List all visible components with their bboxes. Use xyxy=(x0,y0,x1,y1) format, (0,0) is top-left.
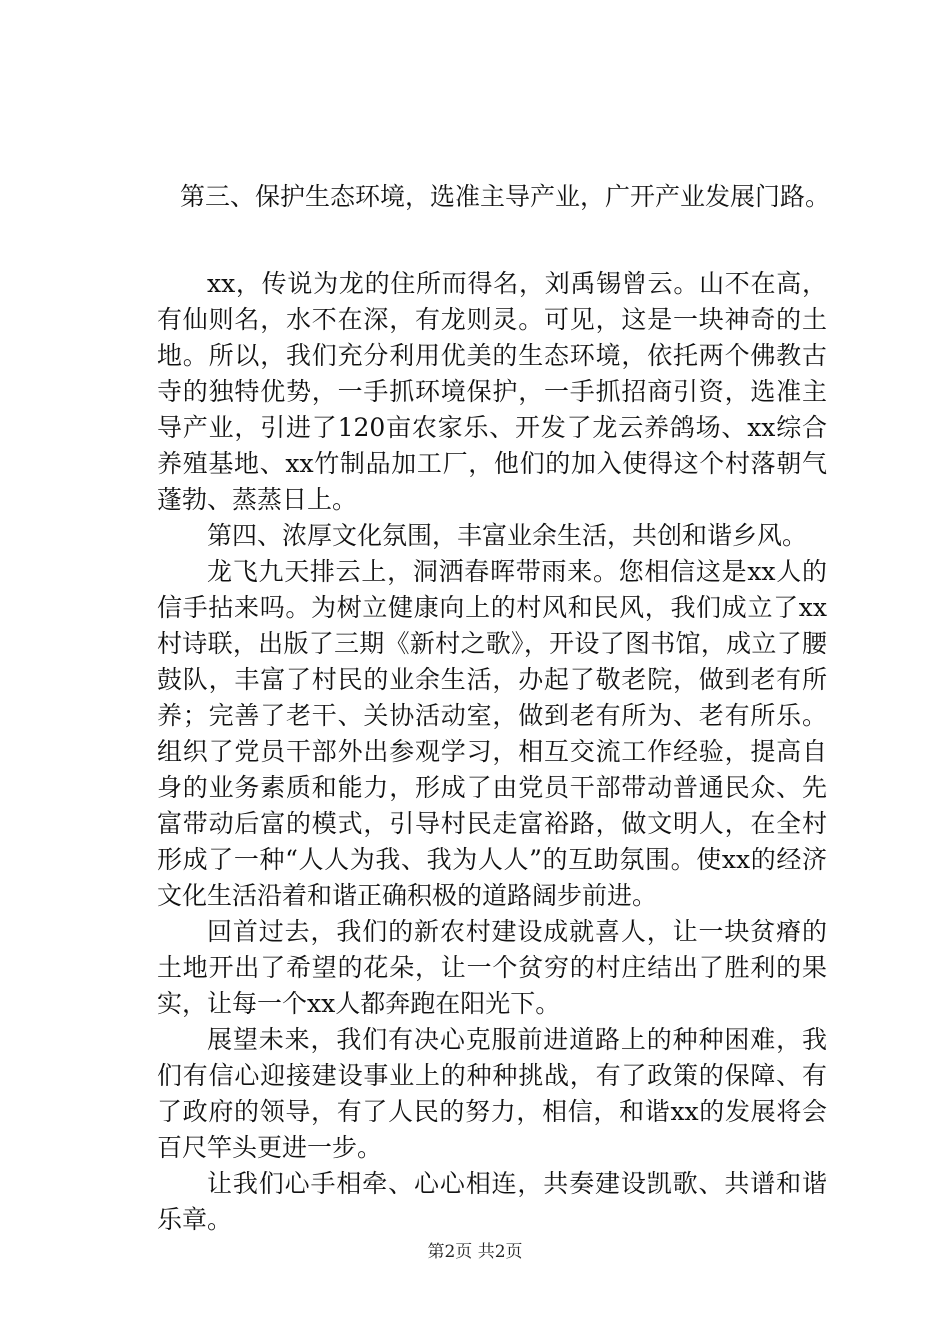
page-number-footer: 第2页 共2页 xyxy=(427,1242,523,1262)
paragraph: 展望未来，我们有决心克服前进道路上的种种困难，我们有信心迎接建设事业上的种种挑战，有了政策的保障、有了政府的领导，有了人民的努力，相信，和谐xx的发展将会百尺竿头更进一步。 xyxy=(157,1025,827,1162)
paragraph: xx，传说为龙的住所而得名，刘禹锡曾云。山不在高，有仙则名，水不在深，有龙则灵。可见，这是一块神奇的土地。所以，我们充分利用优美的生态环境，依托两个佛教古寺的独特优势，一手抓环境保护，一手抓招商引资，选准主导产业，引进了120亩农家乐、开发了龙云养鸽场、xx综合养殖基地、xx竹制品加工厂，他们的加入使得这个村落朝气蓬勃、蒸蒸日上。 xyxy=(157,269,827,514)
paragraph: 第四、浓厚文化氛围，丰富业余生活，共创和谐乡风。 xyxy=(207,521,808,550)
paragraph: 回首过去，我们的新农村建设成就喜人，让一块贫瘠的土地开出了希望的花朵，让一个贫穷的村庄结出了胜利的果实，让每一个xx人都奔跑在阳光下。 xyxy=(157,917,827,1018)
document-body xyxy=(157,266,827,1238)
section-heading: 第三、保护生态环境，选准主导产业，广开产业发展门路。 xyxy=(180,182,831,211)
paragraph: 龙飞九天排云上，洞洒春晖带雨来。您相信这是xx人的信手拈来吗。为树立健康向上的村风和民风，我们成立了xx村诗联，出版了三期《新村之歌》，开设了图书馆，成立了腰鼓队，丰富了村民的业余生活，办起了敬老院，做到老有所养；完善了老干、关协活动室，做到老有所为、老有所乐。组织了党员干部外出参观学习，相互交流工作经验，提高自身的业务素质和能力，形成了由党员干部带动普通民众、先富带动后富的模式，引导村民走富裕路，做文明人，在全村形成了一种“人人为我、我为人人”的互助氛围。使xx的经济文化生活沿着和谐正确积极的道路阔步前进。 xyxy=(157,557,827,910)
paragraph: 让我们心手相牵、心心相连，共奏建设凯歌、共谱和谐乐章。 xyxy=(157,1169,827,1234)
